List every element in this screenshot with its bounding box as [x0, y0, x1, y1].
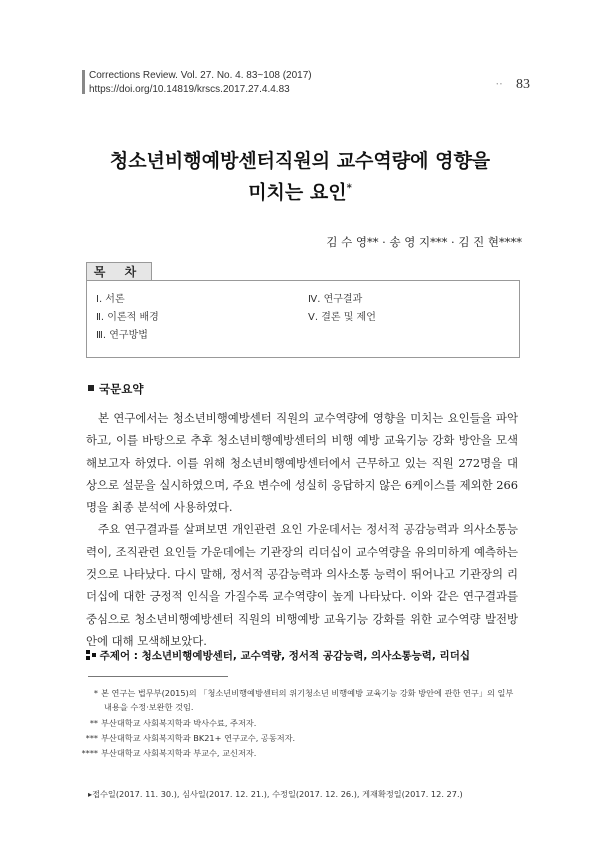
footnote-3	[76, 732, 295, 745]
doi-link[interactable]: https://doi.org/10.14819/krscs.2017.27.4.4.83	[89, 84, 290, 95]
journal-info	[89, 69, 312, 97]
footnote-mark: **	[89, 718, 98, 728]
footnote-mark: ***	[85, 733, 98, 743]
toc-item-2[interactable]: Ⅱ. 이론적 배경	[96, 312, 159, 323]
footnote-text: 부산대학교 사회복지학과 BK21+ 연구교수, 공동저자.	[101, 733, 296, 743]
footnote-2	[76, 717, 256, 730]
header-rule	[82, 70, 85, 94]
title-footnote-mark: *	[346, 183, 352, 194]
toc-item-4[interactable]: Ⅳ. 연구결과	[308, 294, 363, 305]
authors: 김 수 영** · 송 영 지*** · 김 진 현****	[326, 235, 522, 249]
abstract-paragraph-2: 주요 연구결과를 살펴보면 개인관련 요인 가운데서는 정서적 공감능력과 의사소통능력이, 조직관련 요인들 가운데에는 기관장의 리더십이 교수역량을 유의미하게 예측하는 것으로 나타났다. 다시 말해, 정서적 공감능력과 의사소통 능력이 뛰어나고 기관장의 리더십에 대한 긍정적 인식을 가질수록 교수역량이 높게 나타났다. 이와 같은 연구결과를 중심으로 청소년비행예방센터 직원의 비행예방 교육기능 강화를 위한 교수역량 발전방안에 대해 모색해보았다.	[86, 522, 518, 648]
abstract-body	[86, 407, 518, 652]
keywords-separator: :	[130, 650, 142, 662]
toc-item-1[interactable]: Ⅰ. 서론	[96, 294, 125, 305]
page-dots: • •	[496, 81, 502, 88]
toc-item-3[interactable]: Ⅲ. 연구방법	[96, 330, 148, 341]
footnote-1-cont: 내용을 수정·보완한 것임.	[104, 702, 194, 712]
page-number: 83	[516, 77, 530, 92]
keywords-label: 주제어	[99, 650, 131, 662]
footnote-mark: *	[93, 688, 98, 698]
abstract-heading	[88, 381, 143, 397]
toc-label: 목 차	[86, 262, 152, 281]
title-line-2: 미치는 요인	[248, 181, 347, 204]
footnote-text: 부산대학교 사회복지학과 박사수료, 주저자.	[101, 718, 257, 728]
footnote-1	[76, 687, 513, 700]
page-number-box	[496, 77, 530, 93]
submission-dates: ▸접수일(2017. 11. 30.), 심사일(2017. 12. 21.), 수정일(2017. 12. 26.), 게재확정일(2017. 12. 27.)	[88, 789, 463, 799]
title-line-1: 청소년비행예방센터직원의 교수역량에 영향을	[109, 150, 491, 172]
paper-title	[0, 148, 600, 206]
abstract-heading-text: 국문요약	[99, 382, 144, 396]
toc-item-5[interactable]: Ⅴ. 결론 및 제언	[308, 312, 376, 323]
square-bullet-icon	[88, 385, 94, 391]
abstract-paragraph-1: 본 연구에서는 청소년비행예방센터 직원의 교수역량에 영향을 미치는 요인들을 파악하고, 이를 바탕으로 추후 청소년비행예방센터의 비행 예방 교육기능 강화 방안을 모색해보고자 하였다. 이를 위해 청소년비행예방센터에서 근무하고 있는 직원 272명을 대상으로 설문을 실시하였으며, 주요 변수에 성실히 응답하지 않은 6케이스를 제외한 266명을 최종 분석에 사용하였다.	[86, 411, 518, 515]
footnote-text: 부산대학교 사회복지학과 부교수, 교신저자.	[101, 748, 257, 758]
footnote-text: 본 연구는 법무부(2015)의 「청소년비행예방센터의 위기청소년 비행예방 교육기능 강화 방안에 관한 연구」의 일부	[101, 688, 514, 698]
footnote-rule	[88, 676, 228, 677]
keywords-text: 청소년비행예방센터, 교수역량, 정서적 공감능력, 의사소통능력, 리더십	[141, 650, 470, 662]
footnote-mark: ****	[81, 748, 98, 758]
key-icon	[86, 650, 96, 660]
journal-line: Corrections Review. Vol. 27. No. 4. 83~108 (2017)	[89, 70, 312, 81]
footnote-4	[76, 747, 256, 760]
keywords	[86, 648, 526, 663]
